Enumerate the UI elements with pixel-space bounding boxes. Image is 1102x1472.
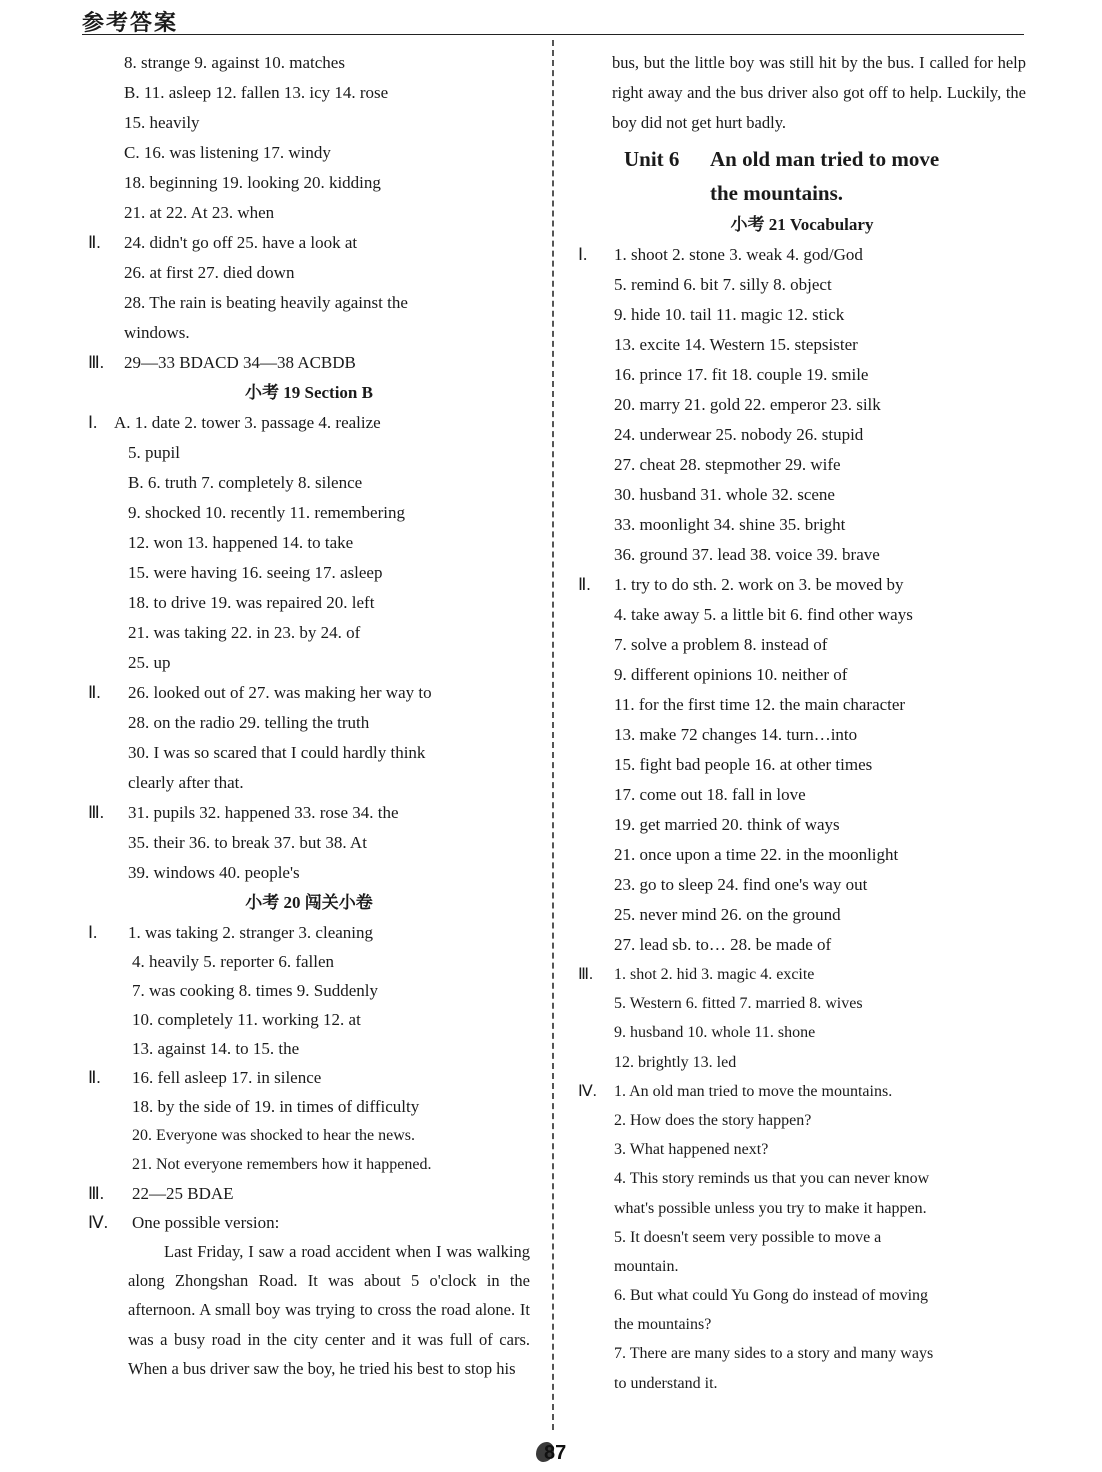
answer-line: 35. their 36. to break 37. but 38. At	[128, 833, 367, 852]
answer-line: 20. marry 21. gold 22. emperor 23. silk	[614, 395, 881, 414]
header-title: 参考答案	[82, 11, 179, 36]
roman-numeral: Ⅱ.	[88, 1068, 101, 1087]
answer-line: 33. moonlight 34. shine 35. bright	[614, 515, 846, 534]
answer-line: 12. won 13. happened 14. to take	[128, 533, 354, 552]
answer-line: Ⅱ. 1. try to do sth. 2. work on 3. be moved by	[578, 570, 1026, 600]
answer-line: 26. at first 27. died down	[124, 263, 295, 282]
answer-line: Ⅲ. 31. pupils 32. happened 33. rose 34. the	[88, 798, 530, 828]
roman-numeral: Ⅱ.	[578, 575, 591, 594]
roman-numeral: Ⅲ.	[88, 803, 104, 822]
essay-paragraph: bus, but the little boy was still hit by the bus. I called for help right away and the bus driver also got off to help. Luckily, the boy did not get hurt badly.	[612, 53, 1026, 132]
answer-line: 15. were having 16. seeing 17. asleep	[128, 563, 383, 582]
model-essay-part2	[578, 48, 1026, 138]
answer-line: Ⅰ. A. 1. date 2. tower 3. passage 4. realize	[88, 408, 530, 438]
answer-line: 13. make 72 changes 14. turn…into	[614, 725, 858, 744]
roman-numeral: Ⅳ.	[578, 1082, 597, 1100]
answer-line: 21. once upon a time 22. in the moonlight	[614, 845, 899, 864]
page-header	[82, 4, 1024, 34]
roman-numeral: Ⅲ.	[578, 966, 594, 983]
answer-line: 4. This story reminds us that you can never know	[614, 1170, 930, 1188]
answer-line: to understand it.	[614, 1374, 718, 1392]
answer-line: 15. fight bad people 16. at other times	[614, 755, 873, 774]
answer-line: 30. husband 31. whole 32. scene	[614, 485, 835, 504]
answer-line: 13. against 14. to 15. the	[132, 1039, 300, 1058]
section-heading: 小考 19 Section B	[245, 383, 373, 402]
answer-line: Ⅲ. 22—25 BDAE	[88, 1179, 530, 1208]
model-essay-part1	[88, 1237, 530, 1383]
answer-line: 13. excite 14. Western 15. stepsister	[614, 335, 858, 354]
answer-line: 4. heavily 5. reporter 6. fallen	[132, 952, 335, 971]
roman-numeral: Ⅳ.	[88, 1213, 108, 1232]
section-heading: 小考 20 闯关小卷	[245, 893, 373, 912]
answer-line: 10. completely 11. working 12. at	[132, 1010, 361, 1029]
answer-line: Ⅰ. 1. shoot 2. stone 3. weak 4. god/God	[578, 240, 1026, 270]
answer-line: 21. Not everyone remembers how it happened.	[132, 1156, 432, 1173]
answer-line: Ⅳ. 1. An old man tried to move the mountains.	[578, 1077, 1026, 1106]
answer-line: 18. by the side of 19. in times of difficulty	[132, 1097, 420, 1116]
roman-numeral: Ⅰ.	[88, 413, 98, 432]
answer-line: 15. heavily	[124, 113, 200, 132]
answer-line: 28. on the radio 29. telling the truth	[128, 713, 370, 732]
answer-line: 21. was taking 22. in 23. by 24. of	[128, 623, 361, 642]
roman-numeral: Ⅰ.	[88, 923, 98, 942]
answer-line: 9. different opinions 10. neither of	[614, 665, 848, 684]
answer-line: C. 16. was listening 17. windy	[124, 143, 331, 162]
answer-line: 39. windows 40. people's	[128, 863, 300, 882]
answer-line: the mountains?	[614, 1316, 712, 1334]
answer-line: windows.	[124, 323, 190, 342]
roman-numeral: Ⅲ.	[88, 1184, 104, 1203]
page-number	[536, 1440, 576, 1470]
answer-line: 8. strange 9. against 10. matches	[124, 53, 345, 72]
answer-line: 4. take away 5. a little bit 6. find other ways	[614, 605, 913, 624]
answer-line: 2. How does the story happen?	[614, 1111, 812, 1129]
section-heading: 小考 21 Vocabulary	[730, 215, 874, 234]
left-column	[88, 48, 530, 1383]
answer-line: B. 11. asleep 12. fallen 13. icy 14. rose	[124, 83, 389, 102]
roman-numeral: Ⅰ.	[578, 245, 588, 264]
answer-line: clearly after that.	[128, 773, 244, 792]
unit-title-line1: An old man tried to move	[710, 147, 940, 171]
answer-line: Ⅳ. One possible version:	[88, 1208, 530, 1237]
answer-line: 3. What happened next?	[614, 1141, 769, 1159]
essay-paragraph: Last Friday, I saw a road accident when I was walking along Zhongshan Road. It was about 5 o'clock in the afternoon. A small boy was trying to cross the road alone. It was a busy road in the city center and it was full of cars. When a bus driver saw the boy, he tried his best to stop his	[128, 1242, 530, 1378]
answer-line: 9. hide 10. tail 11. magic 12. stick	[614, 305, 845, 324]
page-number-text: 87	[544, 1442, 567, 1464]
answer-line: B. 6. truth 7. completely 8. silence	[128, 473, 363, 492]
answer-line: 18. to drive 19. was repaired 20. left	[128, 593, 375, 612]
unit-label: Unit 6	[624, 147, 680, 171]
column-divider	[552, 40, 554, 1430]
answer-line: 19. get married 20. think of ways	[614, 815, 840, 834]
answer-line: 27. lead sb. to… 28. be made of	[614, 935, 832, 954]
answer-line: Ⅲ. 29—33 BDACD 34—38 ACBDB	[88, 348, 530, 378]
answer-line: 9. husband 10. whole 11. shone	[614, 1024, 816, 1042]
answer-line: 7. solve a problem 8. instead of	[614, 635, 828, 654]
answer-line: Ⅱ. 26. looked out of 27. was making her way to	[88, 678, 530, 708]
answer-line: 9. shocked 10. recently 11. remembering	[128, 503, 405, 522]
answer-line: 21. at 22. At 23. when	[124, 203, 275, 222]
answer-line: 17. come out 18. fall in love	[614, 785, 806, 804]
answer-line: what's possible unless you try to make it happen.	[614, 1199, 927, 1217]
roman-numeral: Ⅲ.	[88, 353, 104, 372]
answer-line: 7. There are many sides to a story and many ways	[614, 1345, 934, 1363]
answer-line: 28. The rain is beating heavily against the	[124, 293, 408, 312]
answer-line: 5. remind 6. bit 7. silly 8. object	[614, 275, 832, 294]
answer-line: 5. pupil	[128, 443, 180, 462]
unit-title	[578, 142, 1026, 176]
answer-line: 27. cheat 28. stepmother 29. wife	[614, 455, 841, 474]
answer-line: 12. brightly 13. led	[614, 1053, 737, 1071]
answer-line: Ⅱ. 16. fell asleep 17. in silence	[88, 1063, 530, 1092]
answer-line: 36. ground 37. lead 38. voice 39. brave	[614, 545, 880, 564]
answer-line: 16. prince 17. fit 18. couple 19. smile	[614, 365, 869, 384]
answer-line: 7. was cooking 8. times 9. Suddenly	[132, 981, 379, 1000]
answer-line: 6. But what could Yu Gong do instead of moving	[614, 1287, 929, 1305]
answer-line: 25. up	[128, 653, 171, 672]
answer-line: 23. go to sleep 24. find one's way out	[614, 875, 868, 894]
roman-numeral: Ⅱ.	[88, 233, 101, 252]
answer-line: 25. never mind 26. on the ground	[614, 905, 841, 924]
answer-line: mountain.	[614, 1257, 679, 1275]
answer-line: 5. Western 6. fitted 7. married 8. wives	[614, 995, 863, 1013]
answer-line: 24. underwear 25. nobody 26. stupid	[614, 425, 864, 444]
answer-line: 30. I was so scared that I could hardly think	[128, 743, 426, 762]
answer-line: 5. It doesn't seem very possible to move a	[614, 1228, 882, 1246]
answer-line: Ⅱ. 24. didn't go off 25. have a look at	[88, 228, 530, 258]
answer-line: Ⅲ. 1. shot 2. hid 3. magic 4. excite	[578, 960, 1026, 989]
right-column	[578, 48, 1026, 1398]
unit-title-line2: the mountains.	[710, 181, 844, 205]
roman-numeral: Ⅱ.	[88, 683, 101, 702]
unit-title-cont	[578, 176, 1026, 210]
answer-line: 11. for the first time 12. the main character	[614, 695, 906, 714]
header-rule	[82, 34, 1024, 35]
answer-line: 20. Everyone was shocked to hear the news.	[132, 1127, 416, 1144]
answer-line: 18. beginning 19. looking 20. kidding	[124, 173, 381, 192]
answer-line: Ⅰ. 1. was taking 2. stranger 3. cleaning	[88, 918, 530, 947]
